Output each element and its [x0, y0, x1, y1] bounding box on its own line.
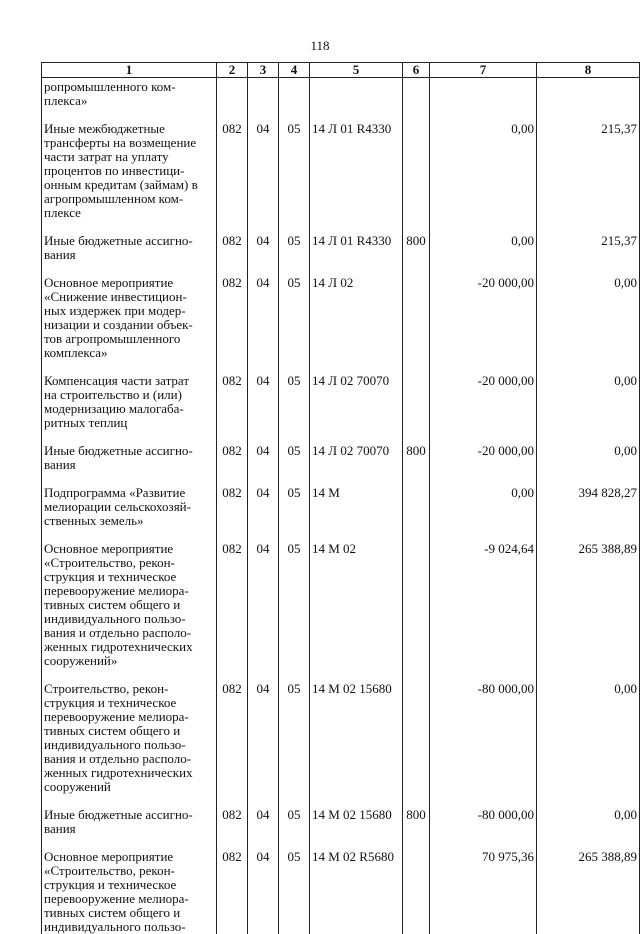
section-cell: 04 [248, 848, 279, 934]
row-name-cell: Иные межбюджетные трансферты на возмещение части затрат на уплату процентов по инвестици- онным кредитам (займам) в агропромышленном ком- плексе [42, 120, 217, 232]
admin-code-cell: 082 [217, 232, 248, 274]
total-amount-cell: 265 388,89 [537, 848, 640, 934]
table-row [42, 78, 640, 121]
admin-code-cell: 082 [217, 680, 248, 806]
change-amount-cell: -80 000,00 [430, 680, 537, 806]
row-name-cell: Иные бюджетные ассигно- вания [42, 806, 217, 848]
column-header: 3 [248, 63, 279, 78]
table-row [42, 120, 640, 232]
total-amount-cell: 0,00 [537, 806, 640, 848]
section-cell: 04 [248, 372, 279, 442]
total-amount-cell: 0,00 [537, 274, 640, 372]
header-row [42, 63, 640, 78]
row-name-cell: Основное мероприятие «Строительство, рекон- струкция и техническое перевооружение мелиора- тивных систем общего и индивидуального пользо- вания и отдельно располо- женных гидротехнических сооружений» [42, 540, 217, 680]
table-row [42, 274, 640, 372]
change-amount-cell: 0,00 [430, 120, 537, 232]
total-amount-cell: 265 388,89 [537, 540, 640, 680]
change-amount-cell [430, 78, 537, 121]
row-name-cell: Иные бюджетные ассигно- вания [42, 232, 217, 274]
change-amount-cell: -20 000,00 [430, 274, 537, 372]
target-article-cell: 14 М [310, 484, 403, 540]
section-cell: 04 [248, 680, 279, 806]
expense-type-cell: 800 [403, 806, 430, 848]
section-cell: 04 [248, 274, 279, 372]
change-amount-cell: -20 000,00 [430, 442, 537, 484]
target-article-cell: 14 Л 01 R4330 [310, 120, 403, 232]
subsection-cell: 05 [279, 372, 310, 442]
table-row [42, 680, 640, 806]
subsection-cell: 05 [279, 680, 310, 806]
target-article-cell: 14 М 02 [310, 540, 403, 680]
subsection-cell: 05 [279, 232, 310, 274]
expense-type-cell [403, 540, 430, 680]
row-name-cell: Компенсация части затрат на строительство и (или) модернизацию малогаба- ритных теплиц [42, 372, 217, 442]
target-article-cell: 14 Л 02 70070 [310, 442, 403, 484]
target-article-cell: 14 Л 02 70070 [310, 372, 403, 442]
expense-type-cell [403, 274, 430, 372]
total-amount-cell: 0,00 [537, 442, 640, 484]
table-row [42, 484, 640, 540]
subsection-cell: 05 [279, 806, 310, 848]
table-row [42, 540, 640, 680]
row-name-cell: Основное мероприятие «Строительство, рекон- струкция и техническое перевооружение мелиора- тивных систем общего и индивидуального пользо- [42, 848, 217, 934]
subsection-cell [279, 78, 310, 121]
admin-code-cell: 082 [217, 120, 248, 232]
table-row [42, 232, 640, 274]
expense-type-cell [403, 484, 430, 540]
admin-code-cell: 082 [217, 848, 248, 934]
total-amount-cell [537, 78, 640, 121]
row-name-cell: Строительство, рекон- струкция и техническое перевооружение мелиора- тивных систем общего и индивидуального пользо- вания и отдельно располо- женных гидротехнических сооружений [42, 680, 217, 806]
expense-type-cell: 800 [403, 442, 430, 484]
subsection-cell: 05 [279, 120, 310, 232]
total-amount-cell: 394 828,27 [537, 484, 640, 540]
row-name-cell: Иные бюджетные ассигно- вания [42, 442, 217, 484]
table-row [42, 848, 640, 934]
row-name-cell: ропромышленного ком- плекса» [42, 78, 217, 121]
column-header: 1 [42, 63, 217, 78]
total-amount-cell: 0,00 [537, 680, 640, 806]
expense-type-cell [403, 848, 430, 934]
expense-type-cell: 800 [403, 232, 430, 274]
subsection-cell: 05 [279, 274, 310, 372]
admin-code-cell [217, 78, 248, 121]
admin-code-cell: 082 [217, 274, 248, 372]
expense-type-cell [403, 680, 430, 806]
total-amount-cell: 0,00 [537, 372, 640, 442]
row-name-cell: Основное мероприятие «Снижение инвестицион- ных издержек при модер- низации и создании объек- тов агропромышленного комплекса» [42, 274, 217, 372]
expense-type-cell [403, 120, 430, 232]
section-cell: 04 [248, 120, 279, 232]
column-header: 4 [279, 63, 310, 78]
admin-code-cell: 082 [217, 442, 248, 484]
section-cell: 04 [248, 806, 279, 848]
admin-code-cell: 082 [217, 806, 248, 848]
section-cell: 04 [248, 442, 279, 484]
table-row [42, 442, 640, 484]
expense-type-cell [403, 372, 430, 442]
section-cell: 04 [248, 484, 279, 540]
expense-type-cell [403, 78, 430, 121]
change-amount-cell: 0,00 [430, 484, 537, 540]
target-article-cell: 14 М 02 15680 [310, 806, 403, 848]
column-header: 6 [403, 63, 430, 78]
change-amount-cell: -9 024,64 [430, 540, 537, 680]
admin-code-cell: 082 [217, 484, 248, 540]
page-number: 118 [0, 38, 640, 54]
admin-code-cell: 082 [217, 540, 248, 680]
total-amount-cell: 215,37 [537, 120, 640, 232]
section-cell: 04 [248, 540, 279, 680]
column-header: 5 [310, 63, 403, 78]
table-row [42, 372, 640, 442]
column-header: 2 [217, 63, 248, 78]
admin-code-cell: 082 [217, 372, 248, 442]
column-header: 8 [537, 63, 640, 78]
target-article-cell [310, 78, 403, 121]
subsection-cell: 05 [279, 540, 310, 680]
total-amount-cell: 215,37 [537, 232, 640, 274]
subsection-cell: 05 [279, 442, 310, 484]
target-article-cell: 14 Л 01 R4330 [310, 232, 403, 274]
column-header: 7 [430, 63, 537, 78]
table-row [42, 806, 640, 848]
target-article-cell: 14 М 02 15680 [310, 680, 403, 806]
subsection-cell: 05 [279, 484, 310, 540]
change-amount-cell: 70 975,36 [430, 848, 537, 934]
target-article-cell: 14 Л 02 [310, 274, 403, 372]
row-name-cell: Подпрограмма «Развитие мелиорации сельскохозяй- ственных земель» [42, 484, 217, 540]
subsection-cell: 05 [279, 848, 310, 934]
section-cell: 04 [248, 232, 279, 274]
table-body [42, 78, 640, 934]
budget-table [41, 62, 640, 934]
target-article-cell: 14 М 02 R5680 [310, 848, 403, 934]
change-amount-cell: 0,00 [430, 232, 537, 274]
change-amount-cell: -20 000,00 [430, 372, 537, 442]
section-cell [248, 78, 279, 121]
change-amount-cell: -80 000,00 [430, 806, 537, 848]
